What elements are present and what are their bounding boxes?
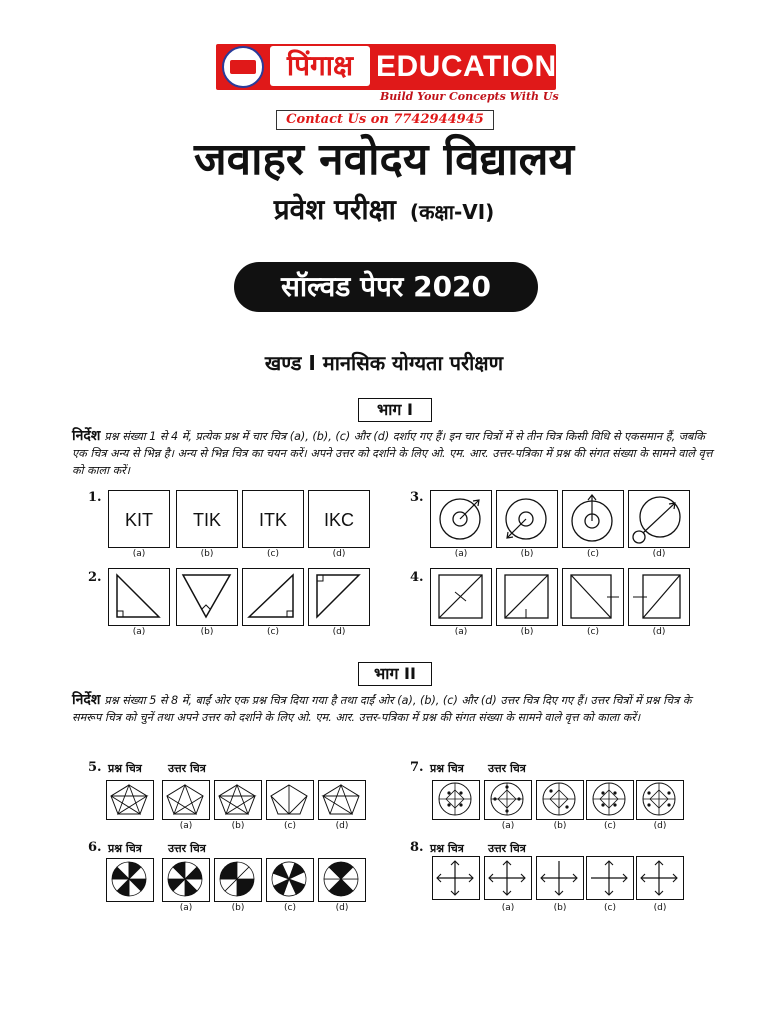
- question-number: 2.: [88, 570, 102, 585]
- q5-option-b: [214, 780, 262, 820]
- seal-icon: [222, 46, 264, 88]
- q2-option-d: [308, 568, 370, 626]
- option-label: (c): [267, 627, 279, 637]
- option-label: (b): [553, 821, 567, 831]
- answer-figure-caption: उत्तर चित्र: [168, 762, 206, 775]
- q4-option-c: [562, 568, 624, 626]
- option-label: (c): [587, 549, 599, 559]
- option-label: (b): [200, 549, 214, 559]
- brand-name-hindi: पिंगाक्ष: [270, 46, 370, 86]
- q4-option-d: [628, 568, 690, 626]
- option-label: (a): [132, 549, 146, 559]
- option-label: (c): [587, 627, 599, 637]
- q8-option-a: [484, 856, 532, 900]
- brand-logo: [216, 44, 556, 90]
- q2-option-b: [176, 568, 238, 626]
- q3-option-a: [430, 490, 492, 548]
- q5-question-figure: [106, 780, 154, 820]
- option-label: (c): [604, 821, 616, 831]
- q8-question-figure: [432, 856, 480, 900]
- q7-option-a: [484, 780, 532, 820]
- q5-option-a: [162, 780, 210, 820]
- option-label: (a): [501, 903, 515, 913]
- option-label: (d): [653, 821, 667, 831]
- q7-option-c: [586, 780, 634, 820]
- q6-option-d: [318, 858, 366, 902]
- q4-option-a: [430, 568, 492, 626]
- directions-label: निर्देश: [72, 428, 101, 444]
- q4-option-b: [496, 568, 558, 626]
- option-label: (a): [132, 627, 146, 637]
- answer-figure-caption: उत्तर चित्र: [488, 762, 526, 775]
- q6-question-figure: [106, 858, 154, 902]
- section-heading: खण्ड I मानसिक योग्यता परीक्षण: [264, 351, 504, 375]
- q8-option-b: [536, 856, 584, 900]
- q1-option-a: KIT: [108, 490, 170, 548]
- q5-option-c: [266, 780, 314, 820]
- q2-option-a: [108, 568, 170, 626]
- option-label: (a): [454, 549, 468, 559]
- q1-option-b: TIK: [176, 490, 238, 548]
- option-label: (d): [335, 903, 349, 913]
- page-title: जवाहर नवोदय विद्यालय: [194, 134, 574, 185]
- question-number: 3.: [410, 490, 424, 505]
- option-label: (d): [332, 549, 346, 559]
- question-number: 1.: [88, 490, 102, 505]
- option-label: (d): [335, 821, 349, 831]
- part-2-directions: [72, 692, 722, 726]
- option-label: (b): [520, 627, 534, 637]
- option-label: (d): [332, 627, 346, 637]
- part-1-directions: [72, 428, 722, 479]
- directions-label: निर्देश: [72, 692, 101, 708]
- exam-name: प्रवेश परीक्षा: [273, 193, 396, 226]
- tagline: Build Your Concepts With Us: [380, 90, 559, 103]
- option-label: (c): [284, 903, 296, 913]
- q3-option-b: [496, 490, 558, 548]
- q7-option-b: [536, 780, 584, 820]
- q6-option-a: [162, 858, 210, 902]
- question-number: 5.: [88, 760, 102, 775]
- option-label: (b): [231, 903, 245, 913]
- answer-figure-caption: उत्तर चित्र: [488, 842, 526, 855]
- brand-name-english: EDUCATION: [376, 50, 557, 83]
- q6-option-b: [214, 858, 262, 902]
- q3-option-c: [562, 490, 624, 548]
- option-label: (a): [179, 821, 193, 831]
- question-number: 7.: [410, 760, 424, 775]
- directions-text: प्रश्न संख्या 1 से 4 में, प्रत्येक प्रश्न में चार चित्र (a), (b), (c) और (d) दर्शाए गए हैं। इन चार चित्रों में से तीन चित्र किसी विधि से एकसमान हैं, जबकि एक चित्र अन्य से भिन्न है। अन्य से भिन्न चित्र का चयन करें। अपने उत्तर को दर्शाने के लिए ओ. एम. आर. उत्तर-पत्रिका में प्रश्न की संगत संख्या के सामने वाले वृत्त को काला करें।: [72, 430, 713, 477]
- question-number: 8.: [410, 840, 424, 855]
- option-label: (b): [200, 627, 214, 637]
- page-subtitle: [0, 190, 768, 232]
- q6-option-c: [266, 858, 314, 902]
- solved-paper-banner: सॉल्वड पेपर 2020: [234, 262, 538, 312]
- option-label: (a): [179, 903, 193, 913]
- q1-option-c: ITK: [242, 490, 304, 548]
- question-number: 4.: [410, 570, 424, 585]
- question-number: 6.: [88, 840, 102, 855]
- contact-box: Contact Us on 7742944945: [276, 110, 494, 130]
- option-label: (c): [604, 903, 616, 913]
- option-label: (d): [652, 549, 666, 559]
- q7-option-d: [636, 780, 684, 820]
- option-label: (d): [652, 627, 666, 637]
- q3-option-d: [628, 490, 690, 548]
- question-figure-caption: प्रश्न चित्र: [108, 762, 142, 775]
- q8-option-c: [586, 856, 634, 900]
- q2-option-c: [242, 568, 304, 626]
- question-figure-caption: प्रश्न चित्र: [108, 842, 142, 855]
- q1-option-d: IKC: [308, 490, 370, 548]
- directions-text: प्रश्न संख्या 5 से 8 में, बाईं ओर एक प्रश्न चित्र दिया गया है तथा दाईं ओर (a), (b), (c) और (d) उत्तर चित्र दिए गए हैं। उत्तर चित्रों में प्रश्न चित्र के समरूप चित्र को चुनें तथा अपने उत्तर को दर्शाने के लिए ओ. एम. आर. उत्तर-पत्रिका में प्रश्न की संगत संख्या के सामने वाले वृत्त को काला करें।: [72, 694, 692, 724]
- question-figure-caption: प्रश्न चित्र: [430, 762, 464, 775]
- option-label: (c): [267, 549, 279, 559]
- question-figure-caption: प्रश्न चित्र: [430, 842, 464, 855]
- part-1-label: भाग I: [358, 398, 432, 422]
- option-label: (d): [653, 903, 667, 913]
- option-label: (a): [454, 627, 468, 637]
- answer-figure-caption: उत्तर चित्र: [168, 842, 206, 855]
- q5-option-d: [318, 780, 366, 820]
- part-2-label: भाग II: [358, 662, 432, 686]
- q7-question-figure: [432, 780, 480, 820]
- option-label: (b): [553, 903, 567, 913]
- option-label: (b): [231, 821, 245, 831]
- option-label: (a): [501, 821, 515, 831]
- option-label: (b): [520, 549, 534, 559]
- option-label: (c): [284, 821, 296, 831]
- q8-option-d: [636, 856, 684, 900]
- class-label: (कक्षा-VI): [409, 200, 495, 224]
